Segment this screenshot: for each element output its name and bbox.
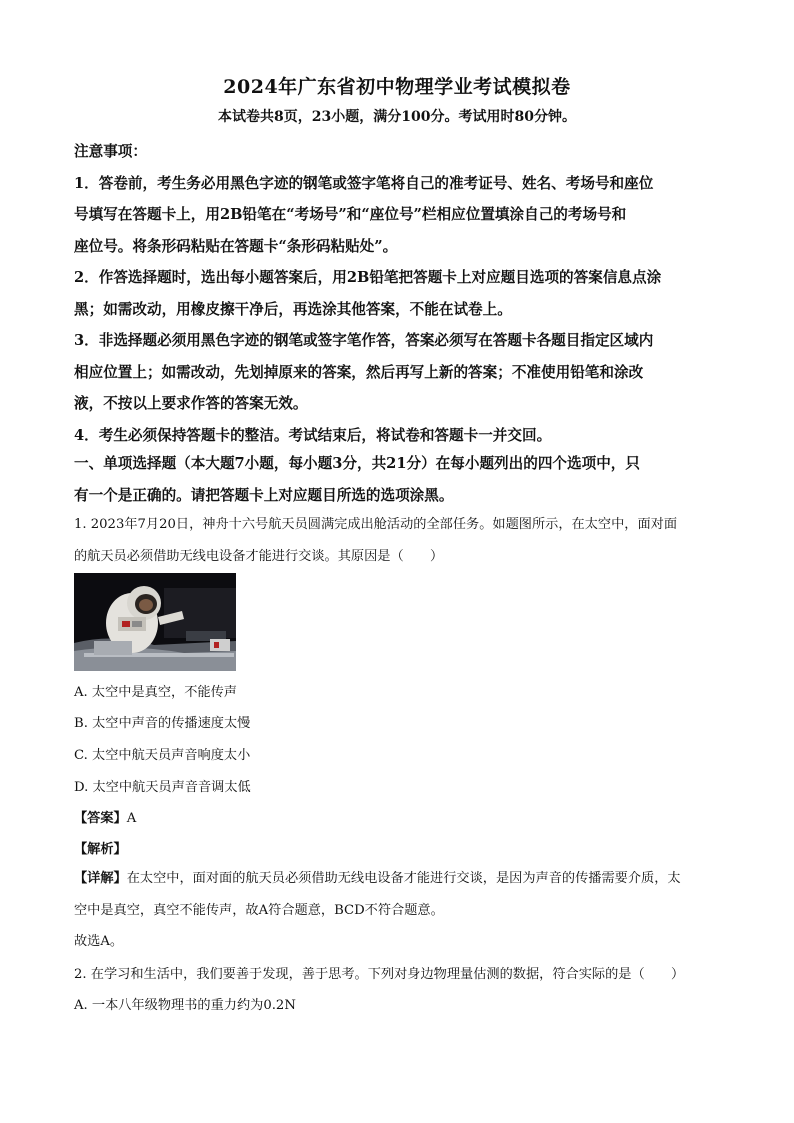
analysis-line bbox=[74, 838, 127, 857]
notice-line: 4．考生必须保持答题卡的整洁。考试结束后，将试卷和答题卡一并交回。 bbox=[74, 426, 552, 444]
conclusion-line: 故选A。 bbox=[74, 934, 124, 949]
answer-label: 【答案】 bbox=[74, 811, 127, 826]
option-b: B. 太空中声音的传播速度太慢 bbox=[74, 716, 251, 731]
option-a: A. 太空中是真空，不能传声 bbox=[74, 685, 237, 700]
question-2-option-a: A. 一本八年级物理书的重力约为0.2N bbox=[74, 998, 296, 1013]
notice-line: 号填写在答题卡上，用2B铅笔在“考场号”和“座位号”栏相应位置填涂自己的考场号和 bbox=[74, 206, 627, 223]
notice-block bbox=[74, 136, 724, 451]
detail-line bbox=[74, 863, 724, 895]
notice-line: 座位号。将条形码粘贴在答题卡“条形码粘贴处”。 bbox=[74, 237, 398, 255]
detail-text: 在太空中，面对面的航天员必须借助无线电设备才能进行交谈，是因为声音的传播需要介质，太 bbox=[126, 871, 681, 886]
section-heading bbox=[74, 448, 724, 511]
notice-line: 1．答卷前，考生务必用黑色字迹的钢笔或签字笔将自己的准考证号、姓名、考场号和座位 bbox=[74, 174, 654, 192]
section-line: 一、单项选择题（本大题7小题，每小题3分，共21分）在每小题列出的四个选项中，只 bbox=[74, 455, 640, 472]
notice-line: 相应位置上；如需改动，先划掉原来的答案，然后再写上新的答案；不准使用铅笔和涂改 bbox=[74, 363, 644, 381]
astronaut-photo bbox=[74, 573, 236, 671]
section-line: 有一个是正确的。请把答题卡上对应题目所选的选项涂黑。 bbox=[74, 486, 454, 504]
option-c: C. 太空中航天员声音响度太小 bbox=[74, 748, 251, 763]
question-line: 的航天员必须借助无线电设备才能进行交谈。其原因是（ ） bbox=[74, 548, 444, 564]
question-line: 1. 2023年7月20日，神舟十六号航天员圆满完成出舱活动的全部任务。如题图所示，在太空中，面对面 bbox=[74, 517, 678, 532]
notice-line: 3．非选择题必须用黑色字迹的钢笔或签字笔作答，答案必须写在答题卡各题目指定区域内 bbox=[74, 332, 654, 349]
notice-heading: 注意事项： bbox=[74, 143, 147, 160]
answer-value: A bbox=[126, 811, 137, 826]
notice-line: 黑；如需改动，用橡皮擦干净后，再选涂其他答案，不能在试卷上。 bbox=[74, 300, 512, 318]
analysis-label: 【解析】 bbox=[74, 842, 127, 857]
question-1-stem bbox=[74, 509, 724, 572]
exam-subtitle: 本试卷共8页，23小题，满分100分。考试用时80分钟。 bbox=[218, 109, 576, 125]
answer-line bbox=[74, 807, 136, 826]
question-2-stem: 2. 在学习和生活中，我们要善于发现，善于思考。下列对身边物理量估测的数据，符合实际的是（ ） bbox=[74, 967, 685, 982]
detail-block bbox=[74, 863, 724, 958]
detail-label: 【详解】 bbox=[74, 871, 127, 886]
detail-line: 空中是真空，真空不能传声，故A符合题意，BCD不符合题意。 bbox=[74, 902, 444, 918]
notice-line: 2．作答选择题时，选出每小题答案后，用2B铅笔把答题卡上对应题目选项的答案信息点涂 bbox=[74, 269, 662, 286]
notice-line: 液，不按以上要求作答的答案无效。 bbox=[74, 395, 308, 412]
exam-title: 2024年广东省初中物理学业考试模拟卷 bbox=[223, 76, 571, 98]
option-d: D. 太空中航天员声音音调太低 bbox=[74, 780, 251, 795]
